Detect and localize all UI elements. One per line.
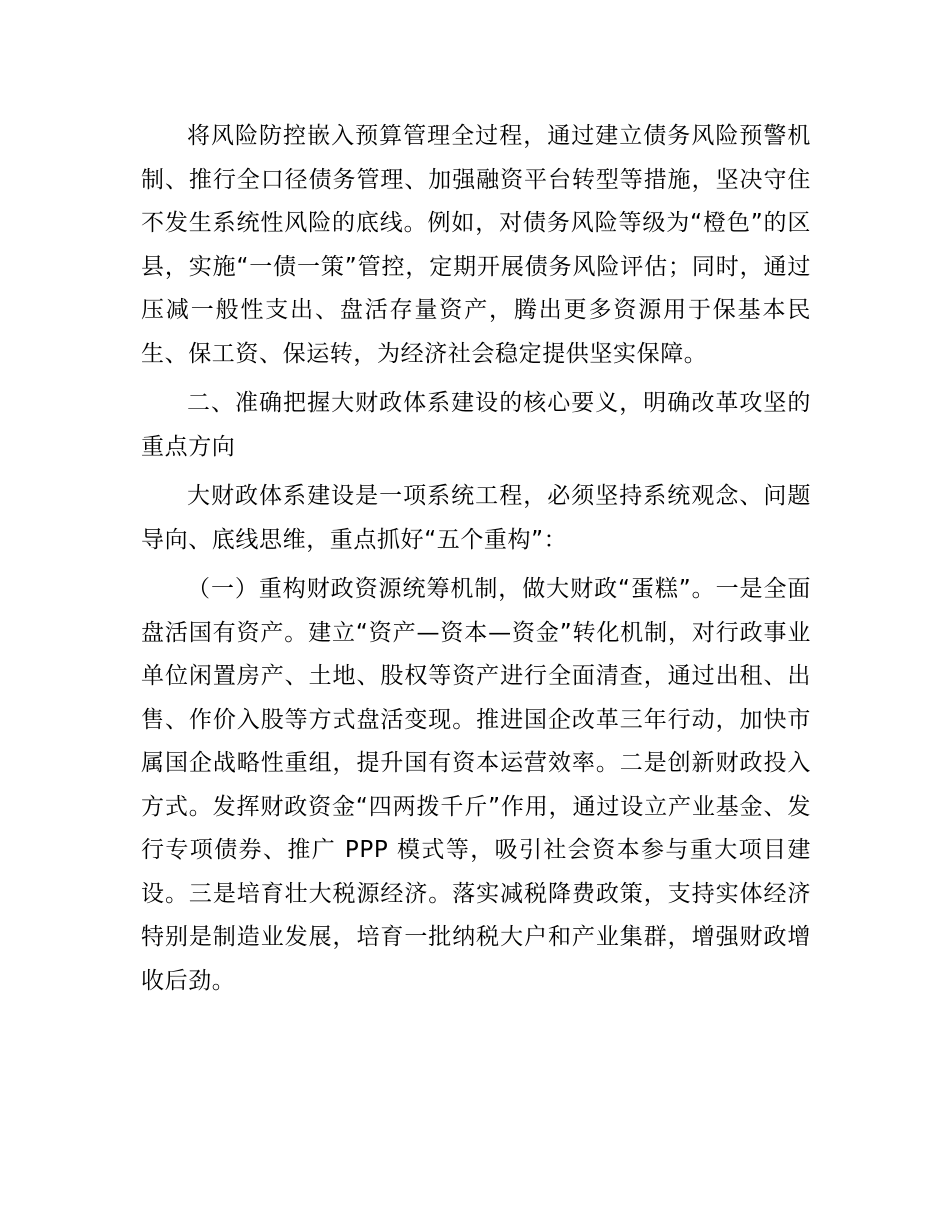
paragraph-system-engineering: 大财政体系建设是一项系统工程，必须坚持系统观念、问题导向、底线思维，重点抓好“五个重构”： [141,483,811,553]
section-heading-two: 二、准确把握大财政体系建设的核心要义，明确改革攻坚的重点方向 [141,390,811,460]
paragraph-restructure-one: （一）重构财政资源统筹机制，做大财政“蛋糕”。一是全面盘活国有资产。建立“资产—资本—资金”转化机制，对行政事业单位闲置房产、土地、股权等资产进行全面清查，通过出租、出售、作价入股等方式盘活变现。推进国企改革三年行动，加快市属国企战略性重组，提升国有资本运营效率。二是创新财政投入方式。发挥财政资金“四两拨千斤”作用，通过设立产业基金、发行专项债券、推广 PPP 模式等，吸引社会资本参与重大项目建设。三是培育壮大税源经济。落实减税降费政策，支持实体经济特别是制造业发展，培育一批纳税大户和产业集群，增强财政增收后劲。 [141,576,811,994]
document-page [141,115,811,1009]
paragraph-risk-control: 将风险防控嵌入预算管理全过程，通过建立债务风险预警机制、推行全口径债务管理、加强融资平台转型等措施，坚决守住不发生系统性风险的底线。例如，对债务风险等级为“橙色”的区县，实施“一债一策”管控，定期开展债务风险评估；同时，通过压减一般性支出、盘活存量资产，腾出更多资源用于保基本民生、保工资、保运转，为经济社会稳定提供坚实保障。 [141,123,811,367]
